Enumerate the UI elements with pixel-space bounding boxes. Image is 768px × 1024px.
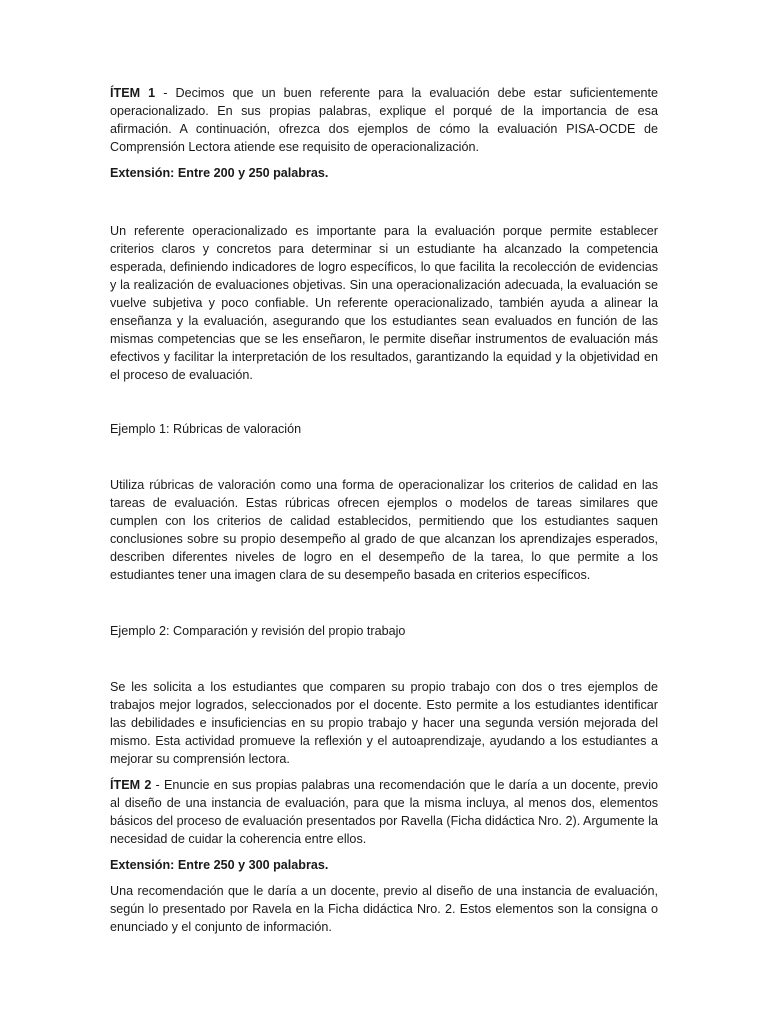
item1-extension: Extensión: Entre 200 y 250 palabras. — [110, 166, 329, 180]
item1-answer: Un referente operacionalizado es importante para la evaluación porque permite establecer criterios claros y concretos para determinar si un estudiante ha alcanzado la competencia esperada, definiendo indicadores de logro específicos, lo que facilita la recolección de evidencias y la realización de evaluaciones objetivas. Sin una operacionalización adecuada, la evaluación se vuelve subjetiva y poco confiable. Un referente operacionalizado, también ayuda a alinear la enseñanza y la evaluación, asegurando que los estudiantes sean evaluados en función de las mismas competencias que se les enseñaron, le permite diseñar instrumentos de evaluación más efectivos y facilitar la interpretación de los resultados, garantizando la equidad y la objetividad en el proceso de evaluación. — [110, 224, 658, 382]
item1-prompt-text: - Decimos que un buen referente para la evaluación debe estar suficientemente operacionalizado. En sus propias palabras, explique el porqué de la importancia de esa afirmación. A continuación, ofrezca dos ejemplos de cómo la evaluación PISA-OCDE de Comprensión Lectora atiende ese requisito de operacionalización. — [110, 86, 658, 154]
item1-prompt — [110, 84, 658, 156]
example2-text: Se les solicita a los estudiantes que comparen su propio trabajo con dos o tres ejemplos de trabajos mejor logrados, seleccionados por el docente. Esto permite a los estudiantes identificar las debilidades e insuficiencias en su propio trabajo y hacer una segunda versión mejorada del mismo. Esta actividad promueve la reflexión y el autoaprendizaje, ayudando a los estudiantes a mejorar su comprensión lectora. — [110, 680, 658, 766]
item2-prompt — [110, 776, 658, 848]
example1-text: Utiliza rúbricas de valoración como una forma de operacionalizar los criterios de calidad en las tareas de evaluación. Estas rúbricas ofrecen ejemplos o modelos de tareas similares que cumplen con los criterios de calidad establecidos, permitiendo que los estudiantes saquen conclusiones sobre su propio desempeño al grado de que alcanzan los aprendizajes esperados, describen diferentes niveles de logro en el desempeño de la tarea, lo que permite a los estudiantes tener una imagen clara de su desempeño basada en criterios específicos. — [110, 478, 658, 582]
item2-label: ÍTEM 2 — [110, 778, 152, 792]
item2-prompt-text: - Enuncie en sus propias palabras una recomendación que le daría a un docente, previo al diseño de una instancia de evaluación, para que la misma incluya, al menos dos, elementos básicos del proceso de evaluación presentados por Ravella (Ficha didáctica Nro. 2). Argumente la necesidad de cuidar la coherencia entre ellos. — [110, 778, 658, 846]
item2-extension: Extensión: Entre 250 y 300 palabras. — [110, 858, 329, 872]
example1-title: Ejemplo 1: Rúbricas de valoración — [110, 422, 302, 436]
item2-answer: Una recomendación que le daría a un docente, previo al diseño de una instancia de evaluación, según lo presentado por Ravela en la Ficha didáctica Nro. 2. Estos elementos son la consigna o enunciado y el conjunto de información. — [110, 884, 658, 934]
item1-label: ÍTEM 1 — [110, 86, 156, 100]
example2-title: Ejemplo 2: Comparación y revisión del propio trabajo — [110, 624, 406, 638]
document-page — [110, 84, 658, 936]
